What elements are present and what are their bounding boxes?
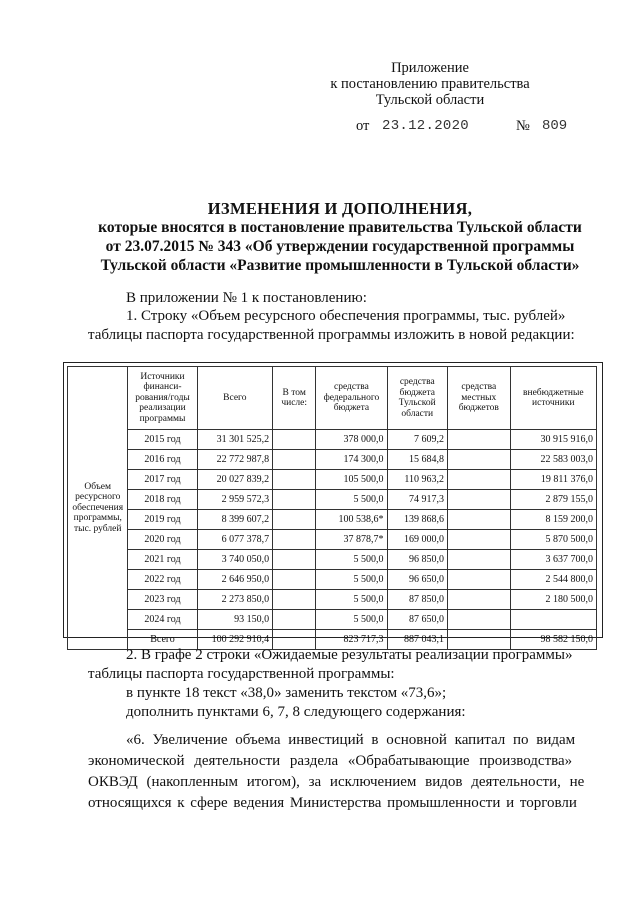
header-local: средства местных бюджетов <box>447 367 510 430</box>
row-regional: 96 650,0 <box>387 570 447 590</box>
p6-line-3: ОКВЭД (накопленным итогом), за исключением видов деятельности, не <box>88 774 585 790</box>
p2-line-4: дополнить пунктами 6, 7, 8 следующего содержания: <box>126 704 466 720</box>
header-regional: средства бюджета Тульской области <box>387 367 447 430</box>
header-total: Всего <box>197 367 273 430</box>
document-title <box>70 199 610 275</box>
row-total: 20 027 839,2 <box>197 470 273 490</box>
row-extrabudget: 2 879 155,0 <box>510 490 596 510</box>
p1-line-1: 1. Строку «Объем ресурсного обеспечения программы, тыс. рублей» <box>126 308 566 324</box>
resource-table-frame <box>63 362 603 645</box>
title-line-4: Тульской области «Развитие промышленности в Тульской области» <box>100 257 580 274</box>
row-including <box>273 430 316 450</box>
row-including <box>273 470 316 490</box>
paragraph-2 <box>88 646 600 722</box>
appendix-header <box>300 60 560 108</box>
row-including <box>273 450 316 470</box>
row-regional: 7 609,2 <box>387 430 447 450</box>
row-regional: 110 963,2 <box>387 470 447 490</box>
appendix-line-2: к постановлению правительства <box>330 76 530 92</box>
row-federal: 174 300,0 <box>316 450 387 470</box>
p6-line-4: относящихся к сфере ведения Министерства промышленности и торговли <box>88 795 577 811</box>
table-row <box>68 450 597 470</box>
row-total: 2 959 572,3 <box>197 490 273 510</box>
row-total: 8 399 607,2 <box>197 510 273 530</box>
table-row <box>68 530 597 550</box>
p1-line-2: таблицы паспорта государственной программы изложить в новой редакции: <box>88 327 575 343</box>
row-year: 2019 год <box>128 510 197 530</box>
row-regional: 169 000,0 <box>387 530 447 550</box>
row-year: Всего <box>128 630 197 650</box>
row-local <box>447 570 510 590</box>
row-extrabudget: 2 544 800,0 <box>510 570 596 590</box>
table-row <box>68 470 597 490</box>
row-extrabudget: 5 870 500,0 <box>510 530 596 550</box>
resource-table <box>67 366 597 650</box>
row-including <box>273 550 316 570</box>
row-extrabudget: 19 811 376,0 <box>510 470 596 490</box>
row-year: 2022 год <box>128 570 197 590</box>
date-from-label: от <box>356 118 370 134</box>
number-label: № <box>516 118 530 134</box>
row-year: 2016 год <box>128 450 197 470</box>
row-local <box>447 450 510 470</box>
intro-line: В приложении № 1 к постановлению: <box>126 290 367 306</box>
row-federal: 100 538,6* <box>316 510 387 530</box>
row-regional: 887 043,1 <box>387 630 447 650</box>
header-extrabudget: внебюджетные источники <box>510 367 596 430</box>
row-local <box>447 470 510 490</box>
table-row <box>68 430 597 450</box>
table-row <box>68 490 597 510</box>
row-regional: 87 650,0 <box>387 610 447 630</box>
p6-line-1: «6. Увеличение объема инвестиций в основной капитал по видам <box>126 732 576 748</box>
row-total: 3 740 050,0 <box>197 550 273 570</box>
row-extrabudget: 3 637 700,0 <box>510 550 596 570</box>
table-row <box>68 510 597 530</box>
row-extrabudget: 8 159 200,0 <box>510 510 596 530</box>
row-regional: 15 684,8 <box>387 450 447 470</box>
row-year: 2015 год <box>128 430 197 450</box>
document-number: 809 <box>542 118 568 134</box>
title-line-3: от 23.07.2015 № 343 «Об утверждении государственной программы <box>105 238 575 255</box>
row-total: 22 772 987,8 <box>197 450 273 470</box>
title-line-2: которые вносятся в постановление правительства Тульской области <box>98 219 582 236</box>
row-including <box>273 530 316 550</box>
appendix-line-1: Приложение <box>391 60 469 76</box>
row-federal: 105 500,0 <box>316 470 387 490</box>
row-regional: 139 868,6 <box>387 510 447 530</box>
table-row <box>68 550 597 570</box>
row-local <box>447 510 510 530</box>
row-total: 31 301 525,2 <box>197 430 273 450</box>
paragraph-6 <box>88 730 600 814</box>
row-local <box>447 490 510 510</box>
row-year: 2023 год <box>128 590 197 610</box>
p2-line-2: таблицы паспорта государственной программы: <box>88 666 395 682</box>
row-total: 2 646 950,0 <box>197 570 273 590</box>
row-extrabudget: 22 583 003,0 <box>510 450 596 470</box>
row-including <box>273 490 316 510</box>
table-header-row <box>68 367 597 430</box>
paragraph-1 <box>88 307 600 345</box>
row-regional: 87 850,0 <box>387 590 447 610</box>
row-including <box>273 590 316 610</box>
row-year: 2021 год <box>128 550 197 570</box>
p2-line-3: в пункте 18 текст «38,0» заменить текстом «73,6»; <box>126 685 447 701</box>
p6-line-2: экономической деятельности раздела «Обрабатывающие производства» <box>88 753 573 769</box>
row-local <box>447 610 510 630</box>
row-federal: 378 000,0 <box>316 430 387 450</box>
row-federal: 5 500,0 <box>316 570 387 590</box>
header-sources: Источники финанси-рования/годы реализации программы <box>128 367 197 430</box>
row-extrabudget: 98 582 150,0 <box>510 630 596 650</box>
appendix-line-3: Тульской области <box>375 92 485 108</box>
row-local <box>447 550 510 570</box>
row-year: 2020 год <box>128 530 197 550</box>
row-federal: 37 878,7* <box>316 530 387 550</box>
row-federal: 823 717,3 <box>316 630 387 650</box>
row-federal: 5 500,0 <box>316 610 387 630</box>
row-total: 100 292 910,4 <box>197 630 273 650</box>
paragraph-intro <box>88 289 600 308</box>
row-year: 2017 год <box>128 470 197 490</box>
row-local <box>447 530 510 550</box>
row-local <box>447 430 510 450</box>
document-date: 23.12.2020 <box>382 118 470 134</box>
row-including <box>273 610 316 630</box>
row-extrabudget <box>510 610 596 630</box>
row-total: 2 273 850,0 <box>197 590 273 610</box>
row-extrabudget: 2 180 500,0 <box>510 590 596 610</box>
table-row <box>68 610 597 630</box>
row-regional: 74 917,3 <box>387 490 447 510</box>
row-including <box>273 570 316 590</box>
row-federal: 5 500,0 <box>316 590 387 610</box>
header-volume: Объем ресурсного обеспечения программы, тыс. рублей <box>68 367 128 650</box>
row-federal: 5 500,0 <box>316 490 387 510</box>
row-extrabudget: 30 915 916,0 <box>510 430 596 450</box>
row-local <box>447 590 510 610</box>
row-federal: 5 500,0 <box>316 550 387 570</box>
row-total: 6 077 378,7 <box>197 530 273 550</box>
row-year: 2018 год <box>128 490 197 510</box>
row-total: 93 150,0 <box>197 610 273 630</box>
table-row <box>68 590 597 610</box>
p2-line-1: 2. В графе 2 строки «Ожидаемые результаты реализации программы» <box>126 647 573 663</box>
table-row <box>68 570 597 590</box>
header-federal: средства федерального бюджета <box>316 367 387 430</box>
row-year: 2024 год <box>128 610 197 630</box>
header-including: В том числе: <box>273 367 316 430</box>
row-regional: 96 850,0 <box>387 550 447 570</box>
title-heading: ИЗМЕНЕНИЯ И ДОПОЛНЕНИЯ, <box>207 199 473 218</box>
row-including <box>273 510 316 530</box>
